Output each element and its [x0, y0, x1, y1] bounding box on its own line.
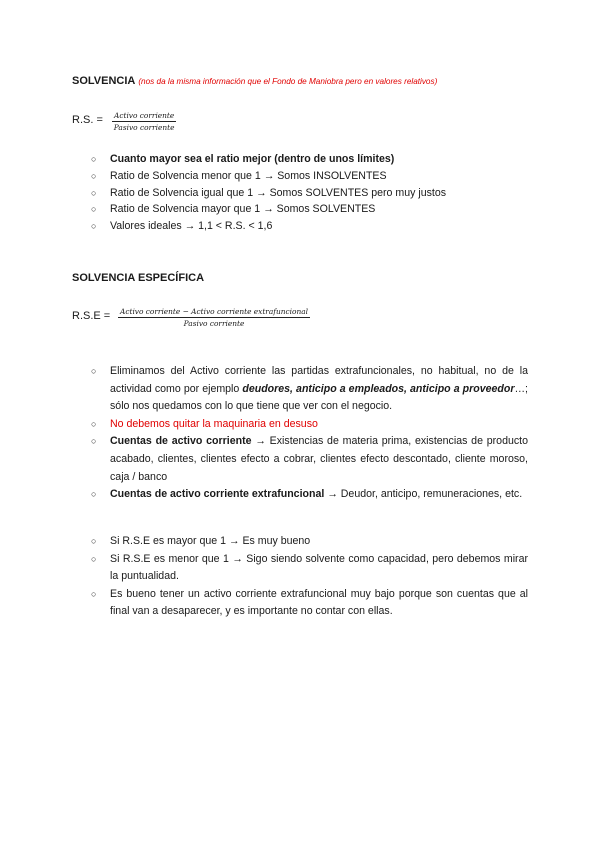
solvencia-bullets — [91, 151, 500, 235]
rse-denominator: Pasivo corriente — [183, 319, 245, 328]
list-item: ○ Ratio de Solvencia menor que 1 → Somos INSOLVENTES — [110, 168, 500, 185]
especifica-bullets — [91, 363, 528, 504]
list-item: ○ Cuentas de activo corriente extrafuncional → Deudor, anticipo, remuneraciones, etc. — [110, 486, 528, 504]
solvencia-note: (nos da la misma información que el Fondo de Maniobra pero en valores relativos) — [138, 77, 438, 86]
bullet-icon: ○ — [91, 154, 97, 164]
list-item: ○ Cuanto mayor sea el ratio mejor (dentro de unos límites) — [110, 151, 500, 168]
rse-fraction — [118, 307, 310, 328]
rs-numerator: Activo corriente — [114, 111, 175, 120]
list-item: ○ Ratio de Solvencia mayor que 1 → Somos SOLVENTES — [110, 201, 500, 218]
bullet-icon: ○ — [91, 204, 97, 215]
rse-numerator: Activo corriente − Activo corriente extrafuncional — [120, 307, 308, 316]
list-item: ○ Ratio de Solvencia igual que 1 → Somos SOLVENTES pero muy justos — [110, 185, 500, 202]
solvencia-heading — [72, 75, 437, 87]
rs-denominator: Pasivo corriente — [113, 123, 175, 132]
rs-formula-label: R.S. = — [72, 114, 103, 126]
rse-result-bullets — [91, 533, 528, 621]
bullet-icon: ○ — [91, 187, 97, 198]
bullet-icon: ○ — [91, 436, 97, 447]
solvencia-title: SOLVENCIA — [72, 75, 136, 87]
list-item: ○ Si R.S.E es menor que 1 → Sigo siendo solvente como capacidad, pero debemos mirar la puntualidad. — [91, 552, 528, 583]
rs-fraction — [112, 111, 176, 132]
bullet-icon: ○ — [91, 536, 97, 546]
bullet-icon: ○ — [91, 418, 97, 429]
bullet-icon: ○ — [91, 553, 97, 564]
list-item: ○ Valores ideales → 1,1 < R.S. < 1,6 — [110, 218, 500, 235]
bullet-icon: ○ — [91, 221, 97, 232]
list-item: ○ No debemos quitar la maquinaria en desuso — [110, 416, 528, 434]
bullet-icon: ○ — [91, 170, 97, 181]
bullet-icon: ○ — [91, 489, 97, 500]
list-item: ○ Eliminamos del Activo corriente las partidas extrafuncionales, no habitual, no de la actividad como por ejemplo deudores, anticipo a empleados, anticipo a proveedor…; sólo nos quedamos con lo que tiene que ver con el negocio. — [91, 365, 528, 413]
bullet-icon: ○ — [91, 588, 97, 599]
especifica-title: SOLVENCIA ESPECÍFICA — [72, 272, 205, 284]
bullet-icon: ○ — [91, 366, 97, 376]
list-item: ○ Es bueno tener un activo corriente extrafuncional muy bajo porque son cuentas que al final van a desaparecer, y es importante no contar con ellas. — [91, 587, 528, 618]
rse-formula-label: R.S.E = — [72, 310, 111, 322]
list-item: ○ Si R.S.E es mayor que 1 → Es muy bueno — [110, 533, 528, 551]
list-item: ○ Cuentas de activo corriente → Existencias de materia prima, existencias de producto acabado, clientes, clientes efecto a cobrar, clientes efecto descontado, cliente moroso, caja / banco — [91, 435, 528, 483]
